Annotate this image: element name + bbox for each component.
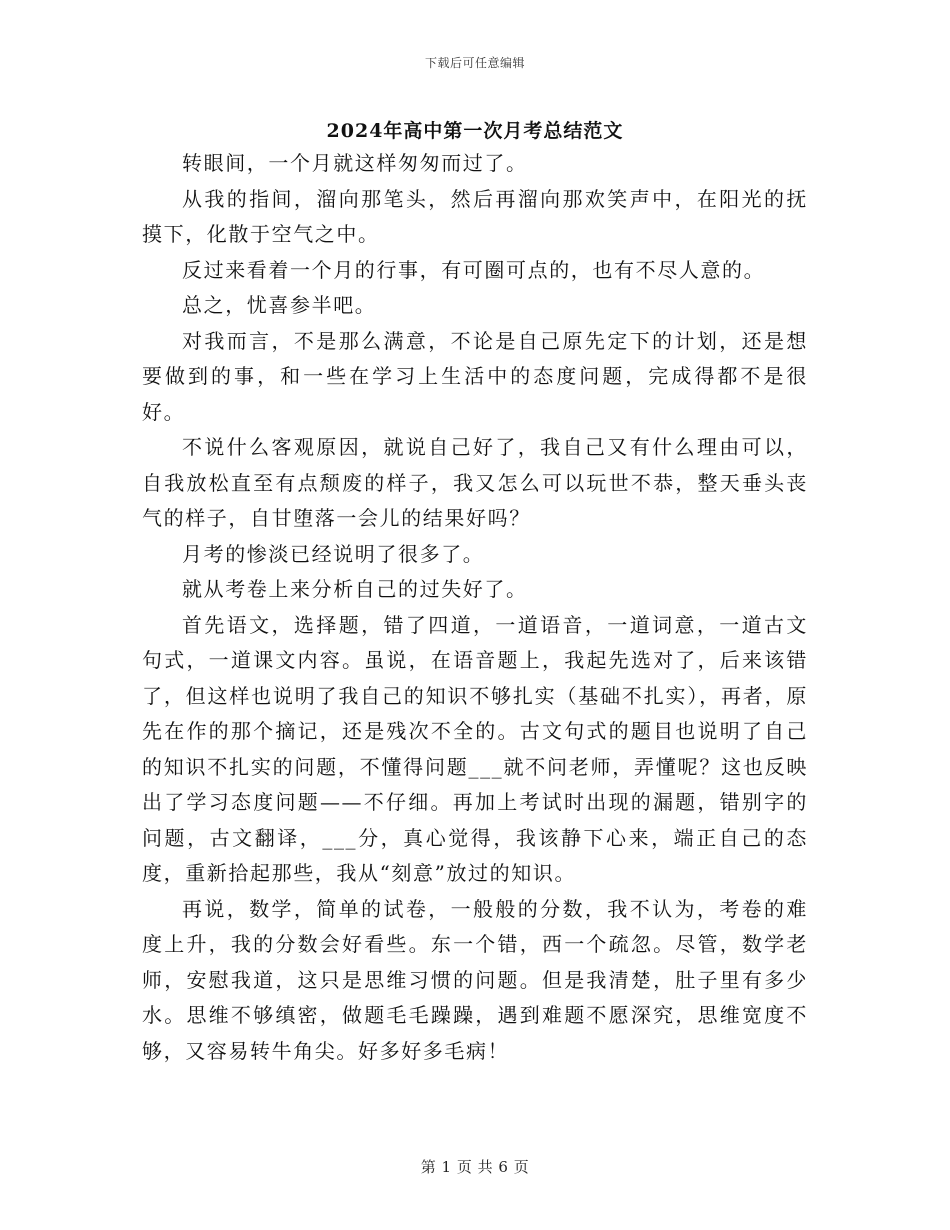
paragraph: 不说什么客观原因，就说自己好了，我自己又有什么理由可以，自我放松直至有点颓废的样子，我又怎么可以玩世不恭，整天垂头丧气的样子，自甘堕落一会儿的结果好吗？ <box>142 435 808 530</box>
paragraph: 反过来看着一个月的行事，有可圈可点的，也有不尽人意的。 <box>182 257 766 282</box>
paragraph: 转眼间，一个月就这样匆匆而过了。 <box>182 151 528 175</box>
paragraph: 再说，数学，简单的试卷，一般般的分数，我不认为，考卷的难度上升，我的分数会好看些。东一个错，西一个疏忽。尽管，数学老师，安慰我道，这只是思维习惯的问题。但是我清楚，肚子里有多少水。思维不够缜密，做题毛毛躁躁，遇到难题不愿深究，思维宽度不够，又容易转牛角尖。好多好多毛病！ <box>142 896 808 1063</box>
paragraph: 对我而言，不是那么满意，不论是自己原先定下的计划，还是想要做到的事，和一些在学习上生活中的态度问题，完成得都不是很好。 <box>142 328 808 424</box>
paragraph: 就从考卷上来分析自己的过失好了。 <box>182 577 528 601</box>
paragraph: 月考的惨淡已经说明了很多了。 <box>182 541 485 566</box>
document-title: 2024年高中第一次月考总结范文 <box>326 120 624 142</box>
document-body <box>142 146 808 1069</box>
page-number-footer: 第 1 页 共 6 页 <box>420 1158 530 1176</box>
paragraph: 从我的指间，溜向那笔头，然后再溜向那欢笑声中，在阳光的抚摸下，化散于空气之中。 <box>142 186 808 246</box>
page-header-note: 下载后可任意编辑 <box>424 56 525 70</box>
paragraph: 总之，忧喜参半吧。 <box>182 293 377 317</box>
paragraph: 首先语文，选择题，错了四道，一道语音，一道词意，一道古文句式，一道课文内容。虽说，在语音题上，我起先选对了，后来该错了，但这样也说明了我自己的知识不够扎实（基础不扎实），再者，原先在作的那个摘记，还是残次不全的。古文句式的题目也说明了自己的知识不扎实的问题，不懂得问题___就不问老师，弄懂呢？这也反映出了学习态度问题——不仔细。再加上考试时出现的漏题，错别字的问题，古文翻译，___分，真心觉得，我该静下心来，端正自己的态度，重新拾起那些，我从“刻意”放过的知识。 <box>142 612 808 885</box>
